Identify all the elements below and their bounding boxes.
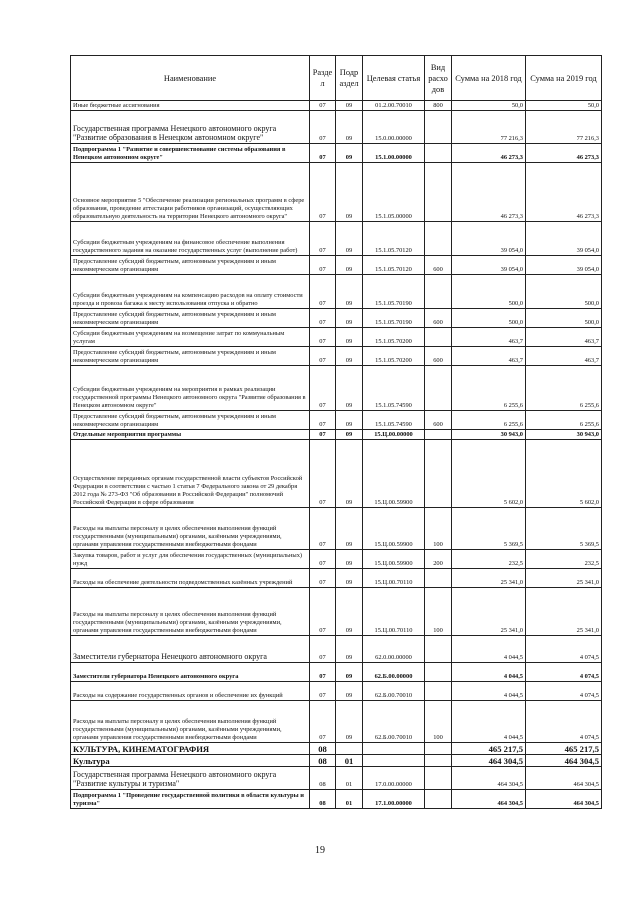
row-type <box>425 111 452 144</box>
row-target: 15.Ц.00.70110 <box>363 569 425 588</box>
row-name: Субсидии бюджетным учреждениям на компенсацию расходов на оплату стоимости проезда и провоза багажа к месту использования отпуска и обратно <box>71 275 310 309</box>
row-sum-2019: 39 054,0 <box>526 256 602 275</box>
col-sum2019-header: Сумма на 2019 год <box>526 56 602 101</box>
row-sum-2018: 232,5 <box>452 550 526 569</box>
row-type <box>425 743 452 755</box>
row-target: 62.Б.00.70010 <box>363 682 425 701</box>
table-row <box>71 701 602 743</box>
row-name: Предоставление субсидий бюджетным, автономным учреждениям и иным некоммерческим организациям <box>71 309 310 328</box>
row-subsection: 09 <box>336 144 363 163</box>
row-type <box>425 569 452 588</box>
table-row <box>71 430 602 440</box>
table-row <box>71 163 602 222</box>
row-name: Расходы на выплаты персоналу в целях обеспечения выполнения функций государственными (муниципальными) органами, казёнными учреждениями, органами управления государственными внебюджетными фондами <box>71 701 310 743</box>
table-row <box>71 790 602 809</box>
row-sum-2018: 463,7 <box>452 328 526 347</box>
row-sum-2019: 30 943,0 <box>526 430 602 440</box>
row-sum-2019: 464 304,5 <box>526 790 602 809</box>
row-subsection: 09 <box>336 101 363 111</box>
row-name: Подпрограмма 1 "Развитие и совершенствование системы образования в Ненецком автономном округе" <box>71 144 310 163</box>
row-type <box>425 682 452 701</box>
row-section: 07 <box>310 275 336 309</box>
row-subsection: 09 <box>336 163 363 222</box>
row-sum-2019: 39 054,0 <box>526 222 602 256</box>
row-target: 15.Ц.00.59900 <box>363 440 425 508</box>
row-sum-2018: 6 255,6 <box>452 366 526 411</box>
table-row <box>71 144 602 163</box>
row-target: 15.1.05.74590 <box>363 366 425 411</box>
row-target: 15.Ц.00.59900 <box>363 550 425 569</box>
row-sum-2018: 464 304,5 <box>452 790 526 809</box>
row-name: Расходы на выплаты персоналу в целях обеспечения выполнения функций государственными (муниципальными) органами, казёнными учреждениями, органами управления государственными внебюджетными фондами <box>71 588 310 636</box>
row-type <box>425 636 452 663</box>
row-type <box>425 144 452 163</box>
row-sum-2018: 464 304,5 <box>452 755 526 767</box>
row-section: 07 <box>310 222 336 256</box>
row-subsection: 09 <box>336 256 363 275</box>
table-header-row <box>71 56 602 101</box>
row-sum-2019: 232,5 <box>526 550 602 569</box>
row-section: 08 <box>310 767 336 790</box>
row-section: 07 <box>310 411 336 430</box>
row-type <box>425 790 452 809</box>
row-target: 15.1.05.70200 <box>363 328 425 347</box>
row-sum-2018: 4 044,5 <box>452 663 526 682</box>
table-row <box>71 508 602 550</box>
budget-table <box>70 55 602 809</box>
row-sum-2019: 5 369,5 <box>526 508 602 550</box>
row-sum-2019: 500,0 <box>526 309 602 328</box>
row-target: 15.1.05.74590 <box>363 411 425 430</box>
row-section: 07 <box>310 328 336 347</box>
row-sum-2018: 5 369,5 <box>452 508 526 550</box>
row-subsection: 09 <box>336 569 363 588</box>
row-type: 600 <box>425 256 452 275</box>
row-sum-2018: 50,0 <box>452 101 526 111</box>
table-row <box>71 309 602 328</box>
row-subsection: 09 <box>336 309 363 328</box>
row-section: 07 <box>310 508 336 550</box>
table-row <box>71 366 602 411</box>
row-sum-2018: 4 044,5 <box>452 636 526 663</box>
row-name: Субсидии бюджетным учреждениям на финансовое обеспечение выполнения государственного задания на оказание государственных услуг (выполнение работ) <box>71 222 310 256</box>
row-sum-2018: 77 216,3 <box>452 111 526 144</box>
row-sum-2019: 50,0 <box>526 101 602 111</box>
table-row <box>71 347 602 366</box>
row-name: Подпрограмма 1 "Проведение государственной политики в области культуры и туризма" <box>71 790 310 809</box>
row-name: Субсидии бюджетным учреждениям на мероприятия в рамках реализации государственной программы Ненецкого автономного округа "Развитие образования в Ненецком автономном округе" <box>71 366 310 411</box>
table-row <box>71 275 602 309</box>
row-section: 08 <box>310 755 336 767</box>
table-row <box>71 222 602 256</box>
col-subsection-header: Подр аздел <box>336 56 363 101</box>
row-type <box>425 163 452 222</box>
row-subsection: 09 <box>336 328 363 347</box>
row-name: Государственная программа Ненецкого автономного округа "Развитие образования в Ненецком автономном округе" <box>71 111 310 144</box>
row-section: 07 <box>310 636 336 663</box>
row-sum-2018: 46 273,3 <box>452 163 526 222</box>
row-target: 15.0.00.00000 <box>363 111 425 144</box>
row-section: 07 <box>310 550 336 569</box>
col-sum2018-header: Сумма на 2018 год <box>452 56 526 101</box>
row-section: 07 <box>310 347 336 366</box>
row-type: 200 <box>425 550 452 569</box>
table-row <box>71 682 602 701</box>
row-sum-2018: 5 602,0 <box>452 440 526 508</box>
table-row <box>71 767 602 790</box>
row-type <box>425 430 452 440</box>
row-section: 08 <box>310 743 336 755</box>
row-sum-2019: 46 273,3 <box>526 144 602 163</box>
row-sum-2019: 4 074,5 <box>526 682 602 701</box>
row-subsection: 01 <box>336 767 363 790</box>
row-sum-2019: 464 304,5 <box>526 767 602 790</box>
table-row <box>71 743 602 755</box>
table-row <box>71 256 602 275</box>
row-type: 600 <box>425 411 452 430</box>
row-section: 07 <box>310 256 336 275</box>
col-type-header: Вид расхо дов <box>425 56 452 101</box>
row-sum-2019: 463,7 <box>526 347 602 366</box>
row-type <box>425 366 452 411</box>
row-type: 100 <box>425 508 452 550</box>
row-type: 100 <box>425 701 452 743</box>
row-type: 600 <box>425 309 452 328</box>
row-subsection: 01 <box>336 755 363 767</box>
col-section-header: Разде л <box>310 56 336 101</box>
row-name: КУЛЬТУРА, КИНЕМАТОГРАФИЯ <box>71 743 310 755</box>
row-sum-2018: 39 054,0 <box>452 222 526 256</box>
row-section: 07 <box>310 144 336 163</box>
row-section: 07 <box>310 366 336 411</box>
row-subsection <box>336 743 363 755</box>
row-name: Расходы на содержание государственных органов и обеспечение их функций <box>71 682 310 701</box>
table-row <box>71 328 602 347</box>
row-section: 07 <box>310 101 336 111</box>
row-section: 07 <box>310 701 336 743</box>
row-target: 15.Ц.00.59900 <box>363 508 425 550</box>
table-row <box>71 588 602 636</box>
budget-sheet <box>70 55 601 809</box>
row-sum-2018: 464 304,5 <box>452 767 526 790</box>
row-target: 01.2.00.70010 <box>363 101 425 111</box>
row-sum-2018: 25 341,0 <box>452 588 526 636</box>
row-section: 07 <box>310 588 336 636</box>
row-sum-2019: 500,0 <box>526 275 602 309</box>
row-section: 07 <box>310 682 336 701</box>
row-section: 07 <box>310 440 336 508</box>
row-target: 17.1.00.00000 <box>363 790 425 809</box>
row-sum-2019: 4 074,5 <box>526 701 602 743</box>
table-row <box>71 550 602 569</box>
row-section: 07 <box>310 430 336 440</box>
row-subsection: 09 <box>336 636 363 663</box>
row-target: 15.1.05.70200 <box>363 347 425 366</box>
row-sum-2018: 4 044,5 <box>452 701 526 743</box>
row-name: Предоставление субсидий бюджетным, автономным учреждениям и иным некоммерческим организациям <box>71 347 310 366</box>
row-sum-2018: 46 273,3 <box>452 144 526 163</box>
row-subsection: 09 <box>336 440 363 508</box>
row-sum-2019: 77 216,3 <box>526 111 602 144</box>
row-subsection: 09 <box>336 411 363 430</box>
row-sum-2018: 500,0 <box>452 275 526 309</box>
row-sum-2018: 25 341,0 <box>452 569 526 588</box>
row-target: 17.0.00.00000 <box>363 767 425 790</box>
table-row <box>71 755 602 767</box>
row-sum-2018: 4 044,5 <box>452 682 526 701</box>
row-name: Расходы на выплаты персоналу в целях обеспечения выполнения функций государственными (муниципальными) органами, казёнными учреждениями, органами управления государственными внебюджетными фондами <box>71 508 310 550</box>
col-target-header: Целевая статья <box>363 56 425 101</box>
row-name: Заместители губернатора Ненецкого автономного округа <box>71 663 310 682</box>
row-type: 600 <box>425 347 452 366</box>
row-type <box>425 275 452 309</box>
row-target: 15.1.05.70120 <box>363 222 425 256</box>
row-sum-2019: 463,7 <box>526 328 602 347</box>
row-subsection: 09 <box>336 701 363 743</box>
row-subsection: 09 <box>336 111 363 144</box>
page-number: 19 <box>315 845 325 856</box>
row-sum-2018: 30 943,0 <box>452 430 526 440</box>
row-target <box>363 755 425 767</box>
row-target: 62.Б.00.70010 <box>363 701 425 743</box>
row-target: 15.1.05.70190 <box>363 275 425 309</box>
row-target: 15.1.05.00000 <box>363 163 425 222</box>
row-sum-2019: 5 602,0 <box>526 440 602 508</box>
row-sum-2019: 6 255,6 <box>526 366 602 411</box>
row-subsection: 09 <box>336 588 363 636</box>
row-target: 15.1.05.70190 <box>363 309 425 328</box>
row-sum-2019: 4 074,5 <box>526 636 602 663</box>
row-subsection: 09 <box>336 663 363 682</box>
row-name: Предоставление субсидий бюджетным, автономным учреждениям и иным некоммерческим организациям <box>71 411 310 430</box>
row-type <box>425 767 452 790</box>
row-name: Отдельные мероприятия программы <box>71 430 310 440</box>
table-row <box>71 440 602 508</box>
table-row <box>71 636 602 663</box>
row-sum-2018: 465 217,5 <box>452 743 526 755</box>
row-subsection: 09 <box>336 550 363 569</box>
row-name: Заместители губернатора Ненецкого автономного округа <box>71 636 310 663</box>
row-target: 15.Ц.00.70110 <box>363 588 425 636</box>
row-name: Государственная программа Ненецкого автономного округа "Развитие культуры и туризма" <box>71 767 310 790</box>
row-type <box>425 222 452 256</box>
row-sum-2019: 25 341,0 <box>526 569 602 588</box>
row-name: Расходы на обеспечение деятельности подведомственных казённых учреждений <box>71 569 310 588</box>
table-row <box>71 663 602 682</box>
row-sum-2018: 500,0 <box>452 309 526 328</box>
row-sum-2019: 46 273,3 <box>526 163 602 222</box>
row-target: 62.Б.00.00000 <box>363 663 425 682</box>
row-subsection: 09 <box>336 508 363 550</box>
row-sum-2018: 39 054,0 <box>452 256 526 275</box>
row-name: Культура <box>71 755 310 767</box>
row-type <box>425 328 452 347</box>
row-type: 800 <box>425 101 452 111</box>
row-type <box>425 663 452 682</box>
row-type <box>425 440 452 508</box>
row-subsection: 09 <box>336 430 363 440</box>
row-target: 62.0.00.00000 <box>363 636 425 663</box>
row-subsection: 09 <box>336 366 363 411</box>
row-sum-2018: 6 255,6 <box>452 411 526 430</box>
row-section: 07 <box>310 111 336 144</box>
col-name-header: Наименование <box>71 56 310 101</box>
row-section: 07 <box>310 569 336 588</box>
row-name: Предоставление субсидий бюджетным, автономным учреждениям и иным некоммерческим организациям <box>71 256 310 275</box>
table-row <box>71 111 602 144</box>
row-subsection: 09 <box>336 347 363 366</box>
row-section: 07 <box>310 663 336 682</box>
row-target: 15.1.00.00000 <box>363 144 425 163</box>
row-sum-2019: 464 304,5 <box>526 755 602 767</box>
row-sum-2018: 463,7 <box>452 347 526 366</box>
table-row <box>71 569 602 588</box>
row-section: 08 <box>310 790 336 809</box>
row-name: Осуществление переданных органам государственной власти субъектов Российской Федерации в соответствии с частью 1 статьи 7 Федерального закона от 29 декабря 2012 года № 273-ФЗ "Об образовании в Российской Федерации" полномочий Российской Федерации в сфере образования <box>71 440 310 508</box>
row-type <box>425 755 452 767</box>
row-subsection: 09 <box>336 682 363 701</box>
row-subsection: 09 <box>336 275 363 309</box>
row-sum-2019: 25 341,0 <box>526 588 602 636</box>
table-body <box>71 101 602 809</box>
table-row <box>71 101 602 111</box>
row-name: Иные бюджетные ассигнования <box>71 101 310 111</box>
row-subsection: 09 <box>336 222 363 256</box>
row-sum-2019: 4 074,5 <box>526 663 602 682</box>
row-sum-2019: 465 217,5 <box>526 743 602 755</box>
row-subsection: 01 <box>336 790 363 809</box>
row-target: 15.Ц.00.00000 <box>363 430 425 440</box>
row-target <box>363 743 425 755</box>
row-name: Закупка товаров, работ и услуг для обеспечения государственных (муниципальных) нужд <box>71 550 310 569</box>
row-name: Основное мероприятие 5 "Обеспечение реализации региональных программ в сфере образования, проведение аттестации работников организаций, осуществляющих образовательную деятельность на территории Ненецкого автономного округа" <box>71 163 310 222</box>
row-section: 07 <box>310 163 336 222</box>
row-target: 15.1.05.70120 <box>363 256 425 275</box>
row-section: 07 <box>310 309 336 328</box>
row-name: Субсидии бюджетным учреждениям на возмещение затрат по коммунальным услугам <box>71 328 310 347</box>
table-row <box>71 411 602 430</box>
row-sum-2019: 6 255,6 <box>526 411 602 430</box>
row-type: 100 <box>425 588 452 636</box>
